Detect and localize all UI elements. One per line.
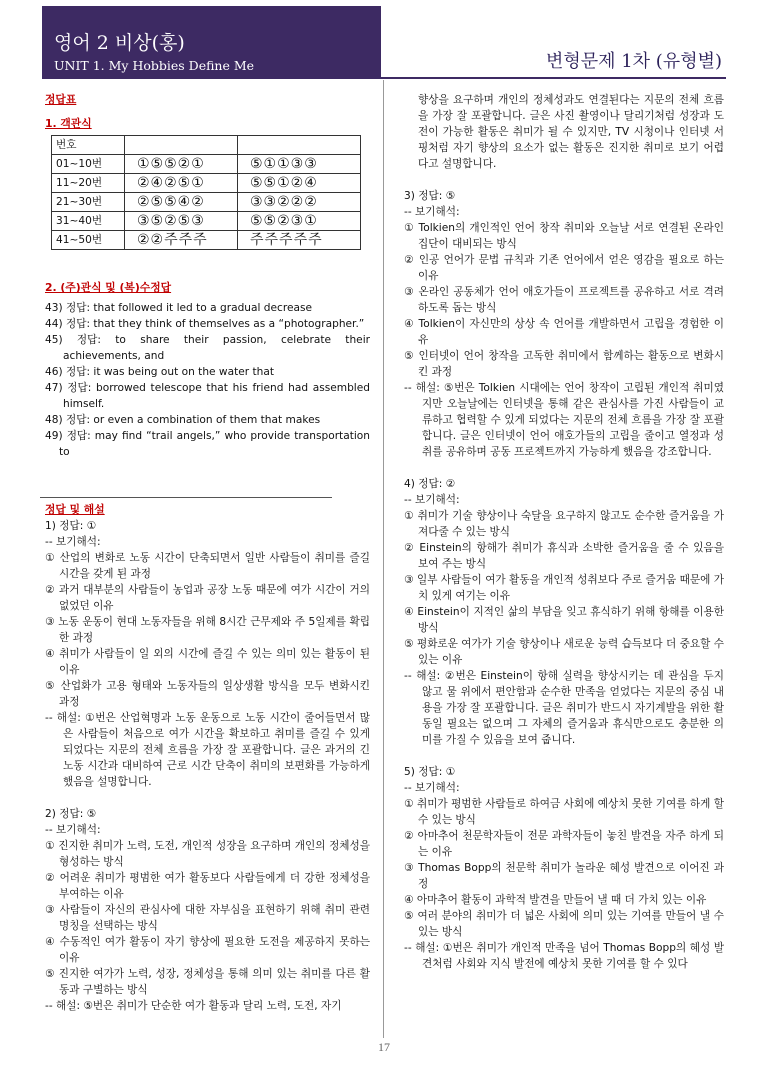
- q2-commentary-continued: 향상을 요구하며 개인의 정체성과도 연결된다는 지문의 전체 흐름을 가장 잘 포괄합니다. 글은 사진 촬영이나 달리기처럼 성장과 도전이 가능한 활동은 취미가 될 수 있지만, TV 시청이나 인터넷 서핑처럼 자기 향상의 요소가 없는 활동은 진지한 취미로 보기 어렵다고 설명합니다.: [418, 94, 724, 170]
- textbook-title: 영어 2 비상(홍): [54, 32, 185, 54]
- q1-commentary: -- 해설: ①번은 산업혁명과 노동 운동으로 노동 시간이 줄어들면서 많은 사람들이 처음으로 여가 시간을 확보하고 취미를 즐길 수 있게 되었다는 지문의 전체 흐름을 가장 잘 포괄합니다. 글은 과거의 긴 노동 시간과 대비하여 근로 시간 단축이 취미의 보편화를 가능하게 했음을 설명합니다.: [45, 712, 370, 788]
- q4-options-label: -- 보기해석:: [404, 494, 460, 506]
- section-divider: [40, 497, 332, 498]
- table-row: 21~30번 ②⑤⑤④② ③③②②②: [52, 193, 361, 212]
- q3-commentary: -- 해설: ⑤번은 Tolkien 시대에는 언어 창작이 고립된 개인적 취미였지만 오늘날에는 인터넷을 통해 같은 관심사를 가진 사람들이 교류하고 협력할 수 있게 되었다는 지문의 전체 흐름을 가장 잘 포괄합니다. 글은 인터넷이 언어 애호가들의 고립을 줄이고 열정과 성취를 공유하며 공동 프로젝트까지 가능하게 했음을 강조합니다.: [404, 382, 724, 458]
- q5-option: ④ 아마추어 활동이 과학적 발견을 만들어 낼 때 더 가치 있는 이유: [404, 894, 707, 906]
- header-divider: [42, 77, 726, 79]
- q4-option: ④ Einstein이 지적인 삶의 부담을 잊고 휴식하기 위해 항해를 이용한 방식: [404, 606, 724, 634]
- subjective-answer: 49) 정답: may find “trail angels,” who provide transportation to: [45, 430, 370, 458]
- subjective-answer: 48) 정답: or even a combination of them that makes: [45, 414, 321, 426]
- column-divider: [383, 80, 384, 1038]
- q2-answer: 2) 정답: ⑤: [45, 808, 97, 820]
- page-number: 17: [378, 1040, 390, 1054]
- q5-answer: 5) 정답: ①: [404, 766, 456, 778]
- subjective-answer: 47) 정답: borrowed telescope that his friend had assembled himself.: [45, 382, 370, 410]
- subjective-answer: 46) 정답: it was being out on the water that: [45, 366, 274, 378]
- table-header-cell: 번호: [52, 136, 125, 155]
- q3-option: ⑤ 인터넷이 언어 창작을 고독한 취미에서 함께하는 활동으로 변화시킨 과정: [404, 350, 724, 378]
- q1-option: ② 과거 대부분의 사람들이 농업과 공장 노동 때문에 여가 시간이 거의 없었던 이유: [45, 584, 370, 612]
- q3-option: ④ Tolkien이 자신만의 상상 속 언어를 개발하면서 고립을 경험한 이유: [404, 318, 724, 346]
- answer-key-heading: 정답표: [45, 93, 77, 106]
- q5-option: ② 아마추어 천문학자들이 전문 과학자들이 놓친 발견을 자주 하게 되는 이유: [404, 830, 724, 858]
- q2-option: ② 어려운 취미가 평범한 여가 활동보다 사람들에게 더 강한 정체성을 부여하는 이유: [45, 872, 370, 900]
- q3-option: ① Tolkien의 개인적인 언어 창작 취미와 오늘날 서로 연결된 온라인 집단이 대비되는 방식: [404, 222, 724, 250]
- q3-options-label: -- 보기해석:: [404, 206, 460, 218]
- q2-option: ① 진지한 취미가 노력, 도전, 개인적 성장을 요구하며 개인의 정체성을 형성하는 방식: [45, 840, 370, 868]
- unit-title: UNIT 1. My Hobbies Define Me: [54, 58, 255, 73]
- q4-option: ③ 일부 사람들이 여가 활동을 개인적 성취보다 주로 즐거움 때문에 가치 있게 여기는 이유: [404, 574, 724, 602]
- subjective-answer: 45) 정답: to share their passion, celebrate their achievements, and: [45, 334, 370, 362]
- q1-option: ④ 취미가 사람들이 일 외의 시간에 즐길 수 있는 의미 있는 활동이 된 이유: [45, 648, 370, 676]
- subjective-heading: 2. (주)관식 및 (복)수정답: [45, 281, 172, 294]
- q1-option: ① 산업의 변화로 노동 시간이 단축되면서 일반 사람들이 취미를 즐길 시간을 갖게 된 과정: [45, 552, 370, 580]
- q1-options-label: -- 보기해석:: [45, 536, 101, 548]
- explanations-section-left: [45, 502, 370, 1014]
- q5-option: ③ Thomas Bopp의 천문학 취미가 놀라운 혜성 발견으로 이어진 과정: [404, 862, 724, 890]
- q1-answer: 1) 정답: ①: [45, 520, 97, 532]
- answer-key-section: [45, 92, 370, 460]
- subjective-answer: 44) 정답: that they think of themselves as a “photographer.”: [45, 318, 365, 330]
- q3-answer: 3) 정답: ⑤: [404, 190, 456, 202]
- q4-answer: 4) 정답: ②: [404, 478, 456, 490]
- explanations-section-right: [404, 92, 724, 972]
- q2-option: ④ 수동적인 여가 활동이 자기 향상에 필요한 도전을 제공하지 못하는 이유: [45, 936, 370, 964]
- header-banner: [42, 6, 381, 77]
- q5-option: ⑤ 여러 분야의 취미가 더 넓은 사회에 의미 있는 기여를 만들어 낼 수 있는 방식: [404, 910, 724, 938]
- table-header-row: [52, 136, 361, 155]
- q1-option: ⑤ 산업화가 고용 형태와 노동자들의 일상생활 방식을 모두 변화시킨 과정: [45, 680, 370, 708]
- q4-option: ① 취미가 기술 향상이나 숙달을 요구하지 않고도 순수한 즐거움을 가져다줄 수 있는 방식: [404, 510, 724, 538]
- q5-options-label: -- 보기해석:: [404, 782, 460, 794]
- table-row: 31~40번 ③⑤②⑤③ ⑤⑤②③①: [52, 212, 361, 231]
- objective-heading: 1. 객관식: [45, 117, 92, 130]
- worksheet-title: 변형문제 1차 (유형별): [545, 51, 722, 72]
- table-row: 01~10번 ①⑤⑤②① ⑤①①③③: [52, 155, 361, 174]
- q2-option: ⑤ 진지한 여가가 노력, 성장, 정체성을 통해 의미 있는 취미를 다른 활동과 구별하는 방식: [45, 968, 370, 996]
- explanations-heading: 정답 및 해설: [45, 503, 105, 516]
- answer-table: [51, 135, 361, 250]
- q2-options-label: -- 보기해석:: [45, 824, 101, 836]
- table-row: 11~20번 ②④②⑤① ⑤⑤①②④: [52, 174, 361, 193]
- subjective-answer: 43) 정답: that followed it led to a gradual decrease: [45, 302, 313, 314]
- q1-option: ③ 노동 운동이 현대 노동자들을 위해 8시간 근무제와 주 5일제를 확립한 과정: [45, 616, 370, 644]
- q2-commentary-start: -- 해설: ⑤번은 취미가 단순한 여가 활동과 달리 노력, 도전, 자기: [45, 1000, 342, 1012]
- q3-option: ② 인공 언어가 문법 규칙과 기존 언어에서 얻은 영감을 필요로 하는 이유: [404, 254, 724, 282]
- table-row: 41~50번 ②②주주주 주주주주주: [52, 231, 361, 250]
- q3-option: ③ 온라인 공동체가 언어 애호가들이 프로젝트를 공유하고 서로 격려하도록 돕는 방식: [404, 286, 724, 314]
- q2-option: ③ 사람들이 자신의 관심사에 대한 자부심을 표현하기 위해 취미 관련 명칭을 선택하는 방식: [45, 904, 370, 932]
- q5-option: ① 취미가 평범한 사람들로 하여금 사회에 예상치 못한 기여를 하게 할 수 있는 방식: [404, 798, 724, 826]
- q4-option: ⑤ 평화로운 여가가 기술 향상이나 새로운 능력 습득보다 더 중요할 수 있는 이유: [404, 638, 724, 666]
- q4-option: ② Einstein의 항해가 취미가 휴식과 소박한 즐거움을 줄 수 있음을 보여 주는 방식: [404, 542, 724, 570]
- q5-commentary: -- 해설: ①번은 취미가 개인적 만족을 넘어 Thomas Bopp의 혜성 발견처럼 사회와 지식 발전에 예상치 못한 기여를 할 수 있다: [404, 942, 724, 970]
- q4-commentary: -- 해설: ②번은 Einstein이 항해 실력을 향상시키는 데 관심을 두지 않고 물 위에서 편안함과 순수한 만족을 얻었다는 지문의 중심 내용을 가장 잘 포괄합니다. 글은 취미가 반드시 자기계발을 위한 활동일 필요는 없으며 그 자체의 즐거움과 휴식만으로도 충분한 의미를 가질 수 있음을 보여 줍니다.: [404, 670, 724, 746]
